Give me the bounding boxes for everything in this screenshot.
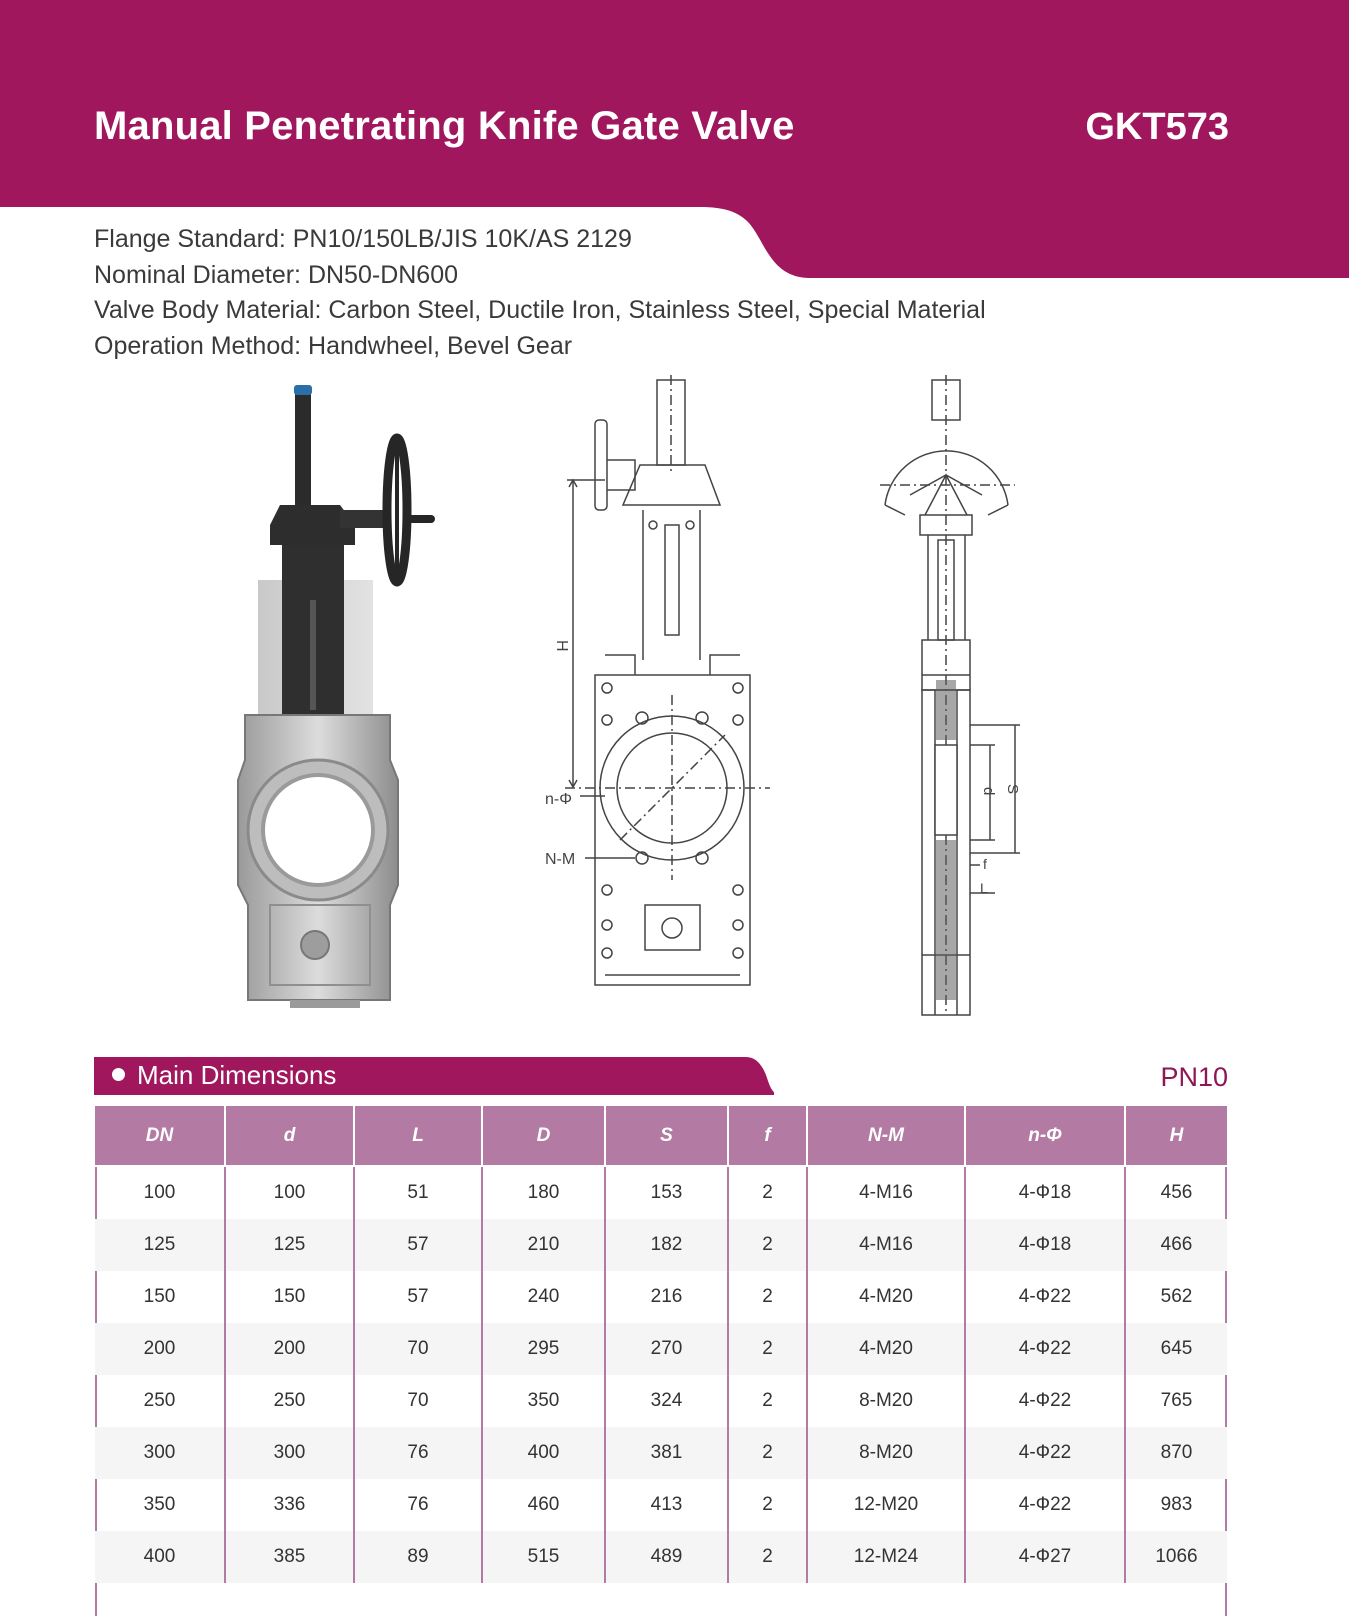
table-cell: 295 bbox=[482, 1323, 605, 1375]
dimensions-table bbox=[95, 1106, 1227, 1583]
col-header-S: S bbox=[605, 1106, 728, 1166]
table-cell: 150 bbox=[225, 1271, 354, 1323]
bullet-icon bbox=[112, 1068, 125, 1081]
table-cell: 200 bbox=[225, 1323, 354, 1375]
table-cell: 153 bbox=[605, 1166, 728, 1219]
table-cell: 100 bbox=[225, 1166, 354, 1219]
table-cell: 466 bbox=[1125, 1219, 1227, 1271]
table-cell: 51 bbox=[354, 1166, 482, 1219]
spec-flange-standard: Flange Standard: PN10/150LB/JIS 10K/AS 2129 bbox=[94, 225, 632, 253]
table-cell: 4-Ф27 bbox=[965, 1531, 1125, 1583]
table-cell: 4-M16 bbox=[807, 1166, 965, 1219]
table-cell: 4-M20 bbox=[807, 1271, 965, 1323]
table-cell: 645 bbox=[1125, 1323, 1227, 1375]
dim-label-L: L bbox=[980, 880, 988, 896]
table-cell: 89 bbox=[354, 1531, 482, 1583]
table-cell: 70 bbox=[354, 1375, 482, 1427]
dim-label-H: H bbox=[553, 640, 570, 652]
table-cell: 983 bbox=[1125, 1479, 1227, 1531]
table-cell: 180 bbox=[482, 1166, 605, 1219]
col-header-D: D bbox=[482, 1106, 605, 1166]
table-cell: 350 bbox=[143, 1494, 176, 1515]
table-cell: 12-M24 bbox=[807, 1531, 965, 1583]
table-cell: 4-Ф18 bbox=[965, 1166, 1125, 1219]
table-cell: 2 bbox=[728, 1375, 807, 1427]
table-row bbox=[95, 1323, 1227, 1375]
spec-body-material: Valve Body Material: Carbon Steel, Ductile Iron, Stainless Steel, Special Material bbox=[94, 296, 986, 324]
col-header-H: H bbox=[1125, 1106, 1227, 1166]
table-cell: 270 bbox=[605, 1323, 728, 1375]
table-cell: 210 bbox=[482, 1219, 605, 1271]
table-cell: 456 bbox=[1125, 1166, 1227, 1219]
table-cell: 870 bbox=[1125, 1427, 1227, 1479]
spec-nominal-diameter: Nominal Diameter: DN50-DN600 bbox=[94, 260, 459, 289]
table-cell: 250 bbox=[143, 1390, 176, 1411]
table-cell: 4-Ф22 bbox=[965, 1427, 1125, 1479]
section-title-text: Main Dimensions bbox=[137, 1060, 337, 1090]
table-cell: 2 bbox=[728, 1427, 807, 1479]
table-cell: 150 bbox=[143, 1286, 176, 1307]
valve-product-photo bbox=[230, 385, 450, 1025]
dim-label-d: d bbox=[980, 787, 997, 796]
front-view-drawing bbox=[545, 375, 785, 1020]
table-row bbox=[95, 1427, 1227, 1479]
table-cell: 4-Ф18 bbox=[965, 1219, 1125, 1271]
dim-label-N-M: N-M bbox=[545, 851, 576, 868]
table-cell: 324 bbox=[605, 1375, 728, 1427]
table-cell: 562 bbox=[1125, 1271, 1227, 1323]
table-cell: 765 bbox=[1125, 1375, 1227, 1427]
table-cell: 76 bbox=[354, 1479, 482, 1531]
dim-label-S: S bbox=[1004, 784, 1021, 795]
table-cell: 76 bbox=[354, 1427, 482, 1479]
table-cell: 336 bbox=[225, 1479, 354, 1531]
table-cell: 350 bbox=[482, 1375, 605, 1427]
table-cell: 2 bbox=[728, 1531, 807, 1583]
pressure-label: PN10 bbox=[1160, 1062, 1228, 1092]
table-cell: 57 bbox=[354, 1219, 482, 1271]
table-cell: 2 bbox=[728, 1479, 807, 1531]
table-header-row bbox=[95, 1106, 1227, 1166]
table-cell: 8-M20 bbox=[807, 1427, 965, 1479]
table-cell: 1066 bbox=[1125, 1531, 1227, 1583]
side-view-drawing bbox=[880, 375, 1055, 1025]
table-cell: 2 bbox=[728, 1271, 807, 1323]
col-header-n-phi: n-Φ bbox=[965, 1106, 1125, 1166]
table-cell: 216 bbox=[605, 1271, 728, 1323]
table-cell: 400 bbox=[482, 1427, 605, 1479]
table-cell: 4-Ф22 bbox=[965, 1375, 1125, 1427]
table-cell: 57 bbox=[354, 1271, 482, 1323]
table-cell: 4-M16 bbox=[807, 1219, 965, 1271]
section-title bbox=[112, 1060, 336, 1091]
table-cell: 200 bbox=[95, 1323, 225, 1375]
table-cell: 2 bbox=[728, 1323, 807, 1375]
table-cell: 300 bbox=[225, 1427, 354, 1479]
table-cell: 489 bbox=[605, 1531, 728, 1583]
table-row bbox=[95, 1219, 1227, 1271]
table-cell: 413 bbox=[605, 1479, 728, 1531]
table-cell: 125 bbox=[95, 1219, 225, 1271]
spec-operation-method: Operation Method: Handwheel, Bevel Gear bbox=[94, 331, 573, 360]
table-cell: 240 bbox=[482, 1271, 605, 1323]
dim-label-f: f bbox=[983, 856, 987, 872]
table-cell: 4-Ф22 bbox=[965, 1323, 1125, 1375]
table-row bbox=[95, 1271, 1227, 1323]
table-cell: 100 bbox=[143, 1182, 176, 1203]
table-cell: 125 bbox=[225, 1219, 354, 1271]
table-row bbox=[95, 1531, 1227, 1583]
table-cell: 250 bbox=[225, 1375, 354, 1427]
table-cell: 4-Ф22 bbox=[965, 1479, 1125, 1531]
table-cell: 2 bbox=[728, 1166, 807, 1219]
table-cell: 2 bbox=[728, 1219, 807, 1271]
col-header-f: f bbox=[728, 1106, 807, 1166]
col-header-N-M: N-M bbox=[807, 1106, 965, 1166]
table-cell: 515 bbox=[482, 1531, 605, 1583]
table-cell: 385 bbox=[225, 1531, 354, 1583]
table-cell: 460 bbox=[482, 1479, 605, 1531]
table-row bbox=[95, 1375, 1227, 1427]
table-row bbox=[95, 1166, 1227, 1219]
table-cell: 70 bbox=[354, 1323, 482, 1375]
table-cell: 400 bbox=[95, 1531, 225, 1583]
spec-list bbox=[94, 222, 986, 364]
dim-label-n-phi: n-Φ bbox=[545, 791, 572, 808]
table-cell: 300 bbox=[95, 1427, 225, 1479]
table-cell: 4-M20 bbox=[807, 1323, 965, 1375]
col-header-d: d bbox=[225, 1106, 354, 1166]
table-cell: 182 bbox=[605, 1219, 728, 1271]
col-header-DN: DN bbox=[95, 1106, 225, 1166]
table-cell: 4-Ф22 bbox=[965, 1271, 1125, 1323]
table-cell: 12-M20 bbox=[807, 1479, 965, 1531]
table-cell: 381 bbox=[605, 1427, 728, 1479]
page-title: Manual Penetrating Knife Gate Valve bbox=[94, 104, 795, 148]
table-row bbox=[95, 1479, 1227, 1531]
model-number: GKT573 bbox=[1085, 106, 1229, 148]
table-cell: 8-M20 bbox=[807, 1375, 965, 1427]
col-header-L: L bbox=[354, 1106, 482, 1166]
